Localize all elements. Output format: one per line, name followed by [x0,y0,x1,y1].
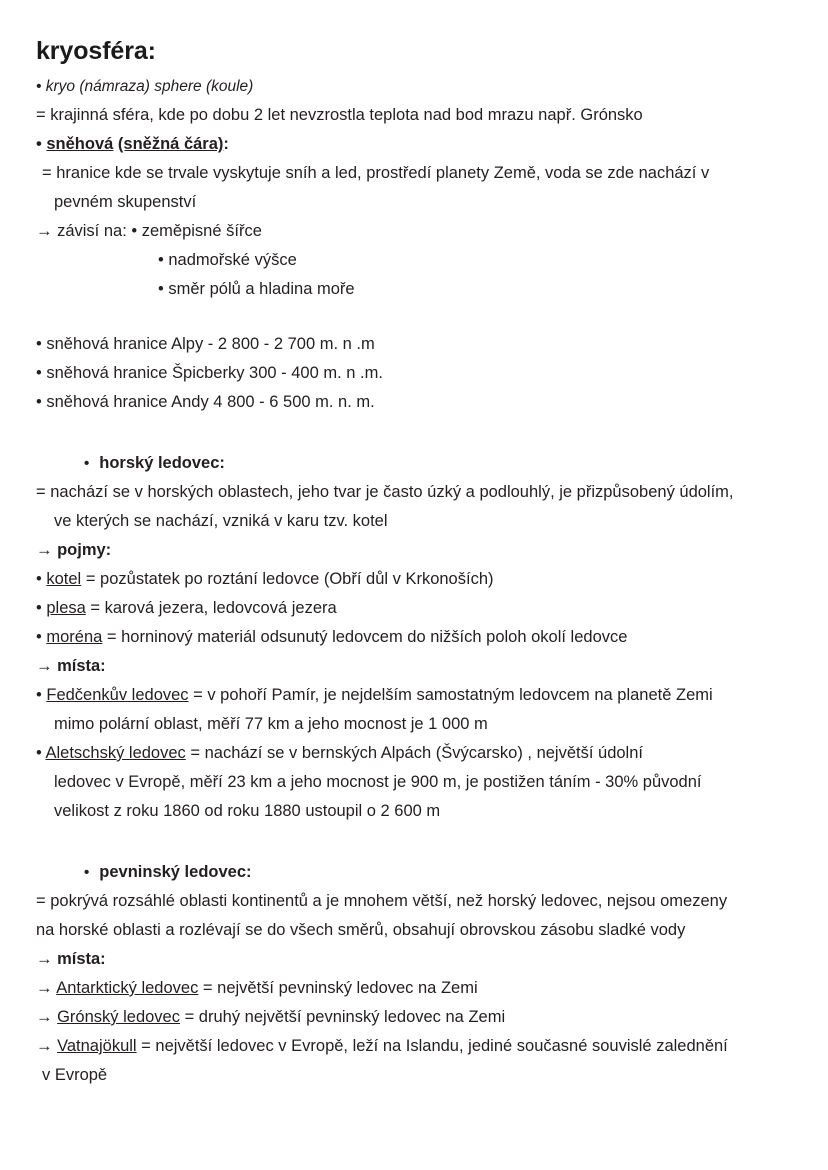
snow-line-term-1: sněhová [46,135,114,153]
mountain-glacier-heading [84,449,788,478]
place-row-continuation: mimo polární oblast, měří 77 km a jeho mocnost je 1 000 m [54,715,488,733]
dependency-item: • nadmořské výšce [158,251,297,269]
snow-line-colon: : [223,135,229,153]
intro-line-2: = krajinná sféra, kde po dobu 2 let nevzrostla teplota nad bod mrazu např. Grónsko [36,106,643,124]
bullet-glyph: • [36,599,42,617]
term-row [36,565,788,594]
place-label: Grónský ledovec [57,1008,180,1026]
snow-fact-3: • sněhová hranice Andy 4 800 - 6 500 m. n. m. [36,393,375,411]
place-label: Fedčenkův ledovec [46,686,189,704]
dependency-item: • zeměpisné šířce [131,222,262,240]
mountain-glacier-definition-2: ve kterých se nachází, vzniká v karu tzv. kotel [54,512,388,530]
term-definition: = horninový materiál odsunutý ledovcem do nižších poloh okolí ledovce [102,628,628,646]
arrow-icon: → [36,979,57,997]
term-label: kotel [46,570,82,588]
place-row [36,739,788,768]
bullet-glyph: • [36,135,42,153]
continental-glacier-definition-1: = pokrývá rozsáhlé oblasti kontinentů a je mnohem větší, než horský ledovec, nejsou omezeny [36,892,728,910]
term-definition: = karová jezera, ledovcová jezera [85,599,337,617]
place-row-continuation-2: velikost z roku 1860 od roku 1880 ustoupil o 2 600 m [54,802,441,820]
place-definition: = v pohoří Pamír, je nejdelším samostatným ledovcem na planetě Zemi [188,686,713,704]
page-title: kryosféra: [36,37,156,65]
arrow-icon: → závisí na: [36,222,132,240]
place-definition: = druhý největší pevninský ledovec na Zemi [179,1008,506,1026]
place-definition: = největší ledovec v Evropě, leží na Islandu, jediné současné souvislé zalednění [136,1037,728,1055]
term-label: moréna [46,628,103,646]
places-heading: → místa: [36,657,106,675]
continental-place-row [36,974,788,1003]
bullet-dot-icon: • [84,455,90,472]
snow-fact-1: • sněhová hranice Alpy - 2 800 - 2 700 m. n .m [36,335,375,353]
mountain-glacier-heading-label: horský ledovec: [99,454,225,472]
place-label: Vatnajökull [57,1037,137,1055]
arrow-icon: → [36,1037,58,1055]
term-row [36,623,788,652]
terms-heading: → pojmy: [36,541,112,559]
snow-line-dependencies [36,217,788,304]
arrow-icon: → [36,1008,58,1026]
continental-glacier-heading-label: pevninský ledovec: [99,863,252,881]
place-label: Antarktický ledovec [56,979,199,997]
snow-line-term-2: (sněžná čára) [117,135,224,153]
continental-glacier-definition-2: na horské oblasti a rozlévají se do všech směrů, obsahují obrovskou zásobu sladké vody [36,921,686,939]
snow-fact-2: • sněhová hranice Špicberky 300 - 400 m. n .m. [36,364,383,382]
place-definition: = nachází se v bernských Alpách (Švýcarsko) , největší údolní [185,744,643,762]
section-spacer [36,304,788,330]
section-spacer [36,417,788,449]
place-definition: = největší pevninský ledovec na Zemi [198,979,478,997]
continental-place-row [36,1032,788,1061]
bullet-glyph: • [36,628,42,646]
place-label: Aletschský ledovec [45,744,186,762]
section-spacer [36,826,788,858]
bullet-glyph: • [36,686,42,704]
dependency-row-1 [36,217,788,246]
continental-places-heading: → místa: [36,950,106,968]
continental-place-row [36,1003,788,1032]
term-label: plesa [46,599,86,617]
continental-glacier-heading [84,858,788,887]
term-row [36,594,788,623]
bullet-glyph: • [36,744,42,762]
snow-line-definition-1: = hranice kde se trvale vyskytuje sníh a led, prostředí planety Země, voda se zde nachází v [42,164,710,182]
snow-line-heading [36,130,788,159]
place-row-continuation: ledovec v Evropě, měří 23 km a jeho mocnost je 900 m, je postižen táním - 30% původní [54,773,702,791]
dependency-row-2 [158,246,788,275]
dependency-row-3 [158,275,788,304]
place-row [36,681,788,710]
intro-line-1: • kryo (námraza) sphere (koule) [36,78,254,95]
bullet-dot-icon: • [84,864,90,881]
dependency-item: • směr pólů a hladina moře [158,280,355,298]
bullet-glyph: • [36,570,42,588]
snow-line-definition-2: pevném skupenství [54,193,197,211]
continental-place-row-continuation: v Evropě [42,1066,108,1084]
term-definition: = pozůstatek po roztání ledovce (Obří důl v Krkonoších) [81,570,494,588]
mountain-glacier-definition-1: = nachází se v horských oblastech, jeho tvar je často úzký a podlouhlý, je přizpůsobený údolím, [36,483,734,501]
